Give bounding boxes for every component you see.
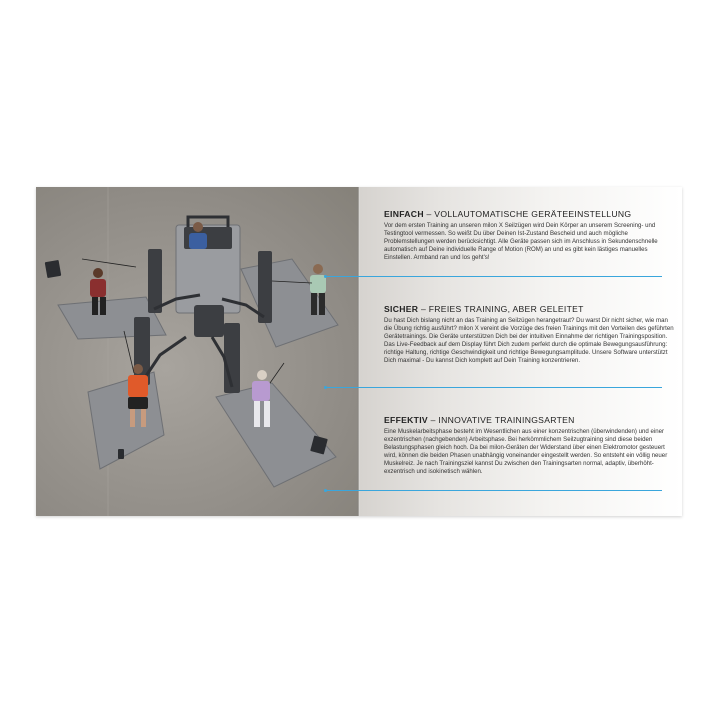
accent-line-einfach — [326, 276, 662, 277]
accent-dot-sicher — [324, 386, 327, 389]
section-separator: – — [423, 209, 435, 219]
section-title: FREIES TRAINING, ABER GELEITET — [428, 304, 584, 314]
section-body: Eine Muskelarbeitsphase besteht im Wesentlichen aus einer konzentrischen (überwindenden) und einer exzentrischen (nachgebenden) Arbeitsphase. Bei herkömmlichem Seilzugtraining sind diese beiden Belastungsphasen gleich hoch. Da bei milon-Geräten der Widerstand über einen Elektromotor gesteuert wird, können die beiden Phasen unabhängig voneinander eingestellt werden. So entsteht ein völlig neuer Muskelreiz. Je nach Trainingsziel kannst Du zwischen den Trainingsarten normal, adaptiv, überhöht-exzentrisch und isokinetisch wählen. — [384, 428, 668, 476]
equipment-illustration — [36, 187, 359, 516]
section-keyword: EFFEKTIV — [384, 415, 428, 425]
section-heading — [384, 209, 674, 219]
section-title: VOLLAUTOMATISCHE GERÄTEEINSTELLUNG — [434, 209, 632, 219]
section-separator: – — [427, 415, 439, 425]
accent-dot-effektiv — [324, 489, 327, 492]
section-title: INNOVATIVE TRAININGSARTEN — [438, 415, 575, 425]
accent-line-sicher — [326, 387, 662, 388]
section-effektiv — [384, 415, 674, 477]
section-body: Du hast Dich bislang nicht an das Training an Seilzügen herangetraut? Du warst Dir nicht sicher, wie man die Übung richtig ausführt? milon X vereint die Vorzüge des freien Trainings mit den Vorteilen des geführten Gerätetrainings. Die Geräte unterstützen Dich bei der intuitiven Einnahme der richtigen Trainingsposition. Das Live-Feedback auf dem Display führt Dich zudem perfekt durch die optimale Bewegungsausführung: richtige Haltung, richtige Geschwindigkeit und richtige Bewegungsamplitude. Unsere Software unterstützt Dich maximal - Du kannst Dich komplett auf Dein Training konzentrieren. — [384, 317, 674, 365]
brochure-spread — [36, 187, 682, 516]
accent-line-effektiv — [326, 490, 662, 491]
section-heading — [384, 304, 674, 314]
section-separator: – — [418, 304, 429, 314]
section-keyword: SICHER — [384, 304, 419, 314]
section-einfach — [384, 209, 674, 262]
accent-dot-einfach — [324, 275, 327, 278]
section-heading — [384, 415, 674, 425]
section-body: Vor dem ersten Training an unseren milon X Seilzügen wird Dein Körper an unserem Screening- und Testingtool vermessen. So weißt Du über Deinen Ist-Zustand Bescheid und auch mögliche Problemstellungen werden berücksichtigt. Alle Geräte passen sich im Anschluss in Sekundenschnelle automatisch auf Deine individuelle Range of Motion (ROM) an und es gibt kein lästiges manuelles Einstellen. Armband ran und los geht's! — [384, 222, 658, 262]
section-sicher — [384, 304, 674, 366]
section-keyword: EINFACH — [384, 209, 424, 219]
text-page — [360, 187, 682, 516]
training-photo — [36, 187, 359, 516]
